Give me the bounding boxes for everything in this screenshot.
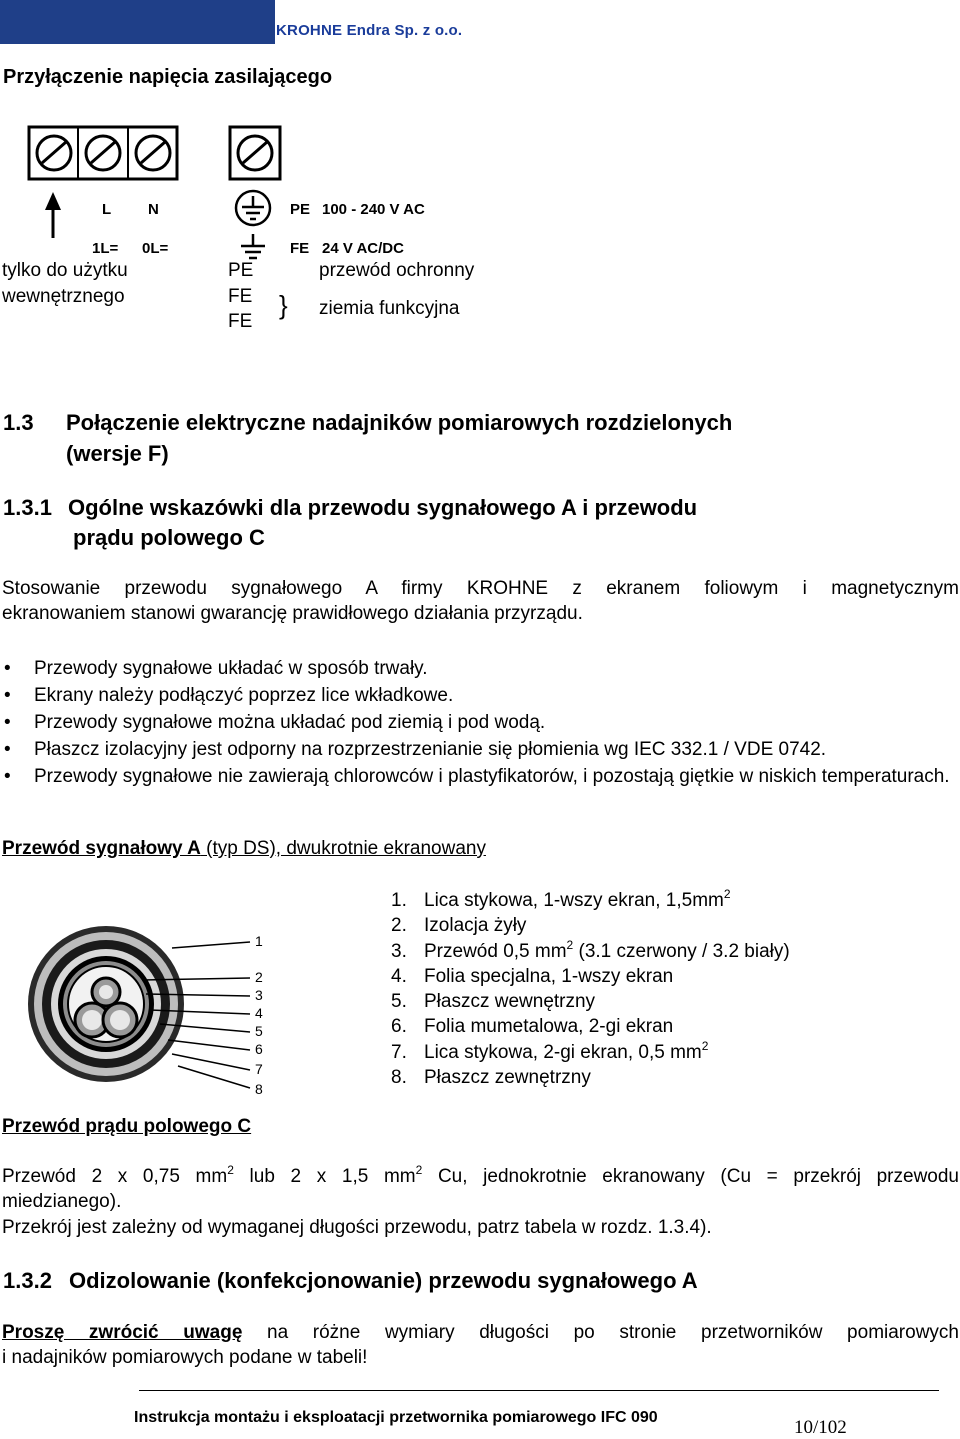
list-item: • Przewody sygnałowe nie zawierają chlorowców i plastyfikatorów, i pozostają giętkie w niskich temperaturach. [0, 763, 960, 790]
list-item: • Płaszcz izolacyjny jest odporny na rozprzestrzenianie się płomienia wg IEC 332.1 / VDE 0742. [0, 736, 960, 763]
cable-callout-1: 1 [255, 933, 263, 949]
section-1-3-1-number: 1.3.1 [3, 495, 52, 520]
terminal-screw-icon [86, 136, 120, 170]
list-item: 6. Folia mumetalowa, 2-gi ekran [391, 1016, 674, 1038]
section-1-3-title-line2: (wersje F) [66, 441, 169, 466]
cable-callout-4: 4 [255, 1005, 263, 1021]
terminal-screw-icon [238, 136, 272, 170]
list-item: 4. Folia specjalna, 1-wszy ekran [391, 965, 674, 987]
footer-divider [139, 1390, 939, 1391]
intro-line-2: ekranowaniem stanowi gwarancję prawidłowego działania przyrządu. [2, 603, 583, 624]
cable-callout-7: 7 [255, 1061, 263, 1077]
fe-voltage: 24 V AC/DC [322, 240, 404, 257]
legend-code-fe: FE [228, 286, 253, 307]
terminal-screw-icon [37, 136, 71, 170]
terminal-screw-icon [136, 136, 170, 170]
header-brand-bar [0, 0, 275, 44]
cable-c-line-1: Przewód 2 x 0,75 $mm^2$ lub 2 x 1,5 $mm^2$ Cu, jednokrotnie ekranowany (Cu = przekrój przewodu [2, 1163, 960, 1187]
functional-earth-icon [241, 234, 265, 258]
cable-cross-section-diagram [22, 920, 272, 1102]
bullet-icon: • [4, 739, 11, 760]
list-item: • Przewody sygnałowe układać w sposób trwały. [0, 655, 960, 682]
cable-parts-list [391, 888, 790, 1090]
list-item: 1. Lica stykowa, 1-wszy ekran, $1,5mm^2$ [391, 887, 731, 911]
cable-callout-6: 6 [255, 1041, 263, 1057]
list-item: 2. Izolacja żyły [391, 915, 527, 937]
cable-c-line-3: Przekrój jest zależny od wymaganej długości przewodu, patrz tabela w rozdz. 1.3.4). [2, 1217, 712, 1238]
protective-earth-icon [236, 191, 270, 225]
bullet-icon: • [4, 712, 11, 733]
legend-desc-pe: przewód ochronny [319, 260, 475, 281]
note-line-1: Proszę zwrócić uwagę na różne wymiary długości po stronie przetworników pomiarowych [2, 1322, 959, 1343]
cable-callout-8: 8 [255, 1081, 263, 1097]
section-1-3-2-title: Odizolowanie (konfekcjonowanie) przewodu sygnałowego A [69, 1268, 698, 1293]
cable-a-heading: Przewód sygnałowy A (typ DS), dwukrotnie ekranowany [2, 838, 486, 859]
cable-c-heading: Przewód prądu polowego C [2, 1116, 252, 1137]
page-number: 10/102 [794, 1417, 847, 1438]
section-1-3-1-title-line2: prądu polowego C [73, 525, 265, 550]
bullet-icon: • [4, 766, 11, 787]
list-item: 3. Przewód 0,5 $mm^2$ (3.1 czerwony / 3.2 biały) [391, 937, 790, 962]
terminal-label-l: L [102, 201, 112, 218]
section-1-3-1-title-line1: Ogólne wskazówki dla przewodu sygnałowego A i przewodu [68, 495, 698, 520]
guidelines-list [0, 655, 960, 790]
terminal-label-n: N [148, 201, 159, 218]
list-item: 5. Płaszcz wewnętrzny [391, 991, 596, 1013]
list-item: • Ekrany należy podłączyć poprzez lice wkładkowe. [0, 682, 960, 709]
terminal-diagram [20, 118, 460, 260]
legend-code-fe: FE [228, 311, 253, 332]
internal-use-note: tylko do użytku wewnętrznego [2, 260, 128, 307]
pe-voltage: 100 - 240 V AC [322, 201, 425, 218]
cable-callout-2: 2 [255, 969, 263, 985]
list-item: 7. Lica stykowa, 2-gi ekran, 0,5 $mm^2$ [391, 1038, 709, 1063]
terminal-sublabel-1l: 1L= [92, 240, 119, 257]
cable-callout-3: 3 [255, 987, 263, 1003]
legend-desc-fe: ziemia funkcyjna [319, 298, 460, 319]
section-1-3-2-number: 1.3.2 [3, 1268, 52, 1293]
terminal-sublabel-0l: 0L= [142, 240, 169, 257]
intro-line-1: Stosowanie przewodu sygnałowego A firmy KROHNE z ekranem foliowym i magnetycznym [2, 578, 959, 599]
pe-code: PE [290, 201, 311, 218]
fe-code: FE [290, 240, 310, 257]
arrow-up-icon [45, 192, 61, 238]
section-1-3-number: 1.3 [3, 410, 34, 435]
bullet-icon: • [4, 658, 11, 679]
cable-callout-5: 5 [255, 1023, 263, 1039]
power-heading: Przyłączenie napięcia zasilającego [3, 66, 333, 88]
list-item: 8. Płaszcz zewnętrzny [391, 1067, 591, 1089]
footer-manual-title: Instrukcja montażu i eksploatacji przetwornika pomiarowego IFC 090 [134, 1409, 658, 1426]
section-1-3-title-line1: Połączenie elektryczne nadajników pomiarowych rozdzielonych [66, 410, 733, 435]
cable-c-line-2: miedzianego). [2, 1191, 122, 1212]
legend-brace: } [279, 290, 288, 320]
note-line-2: i nadajników pomiarowych podane w tabeli! [2, 1347, 368, 1368]
legend-code-pe: PE [228, 260, 254, 281]
header-company: KROHNE Endra Sp. z o.o. [276, 22, 463, 39]
bullet-icon: • [4, 685, 11, 706]
list-item: • Przewody sygnałowe można układać pod ziemią i pod wodą. [0, 709, 960, 736]
